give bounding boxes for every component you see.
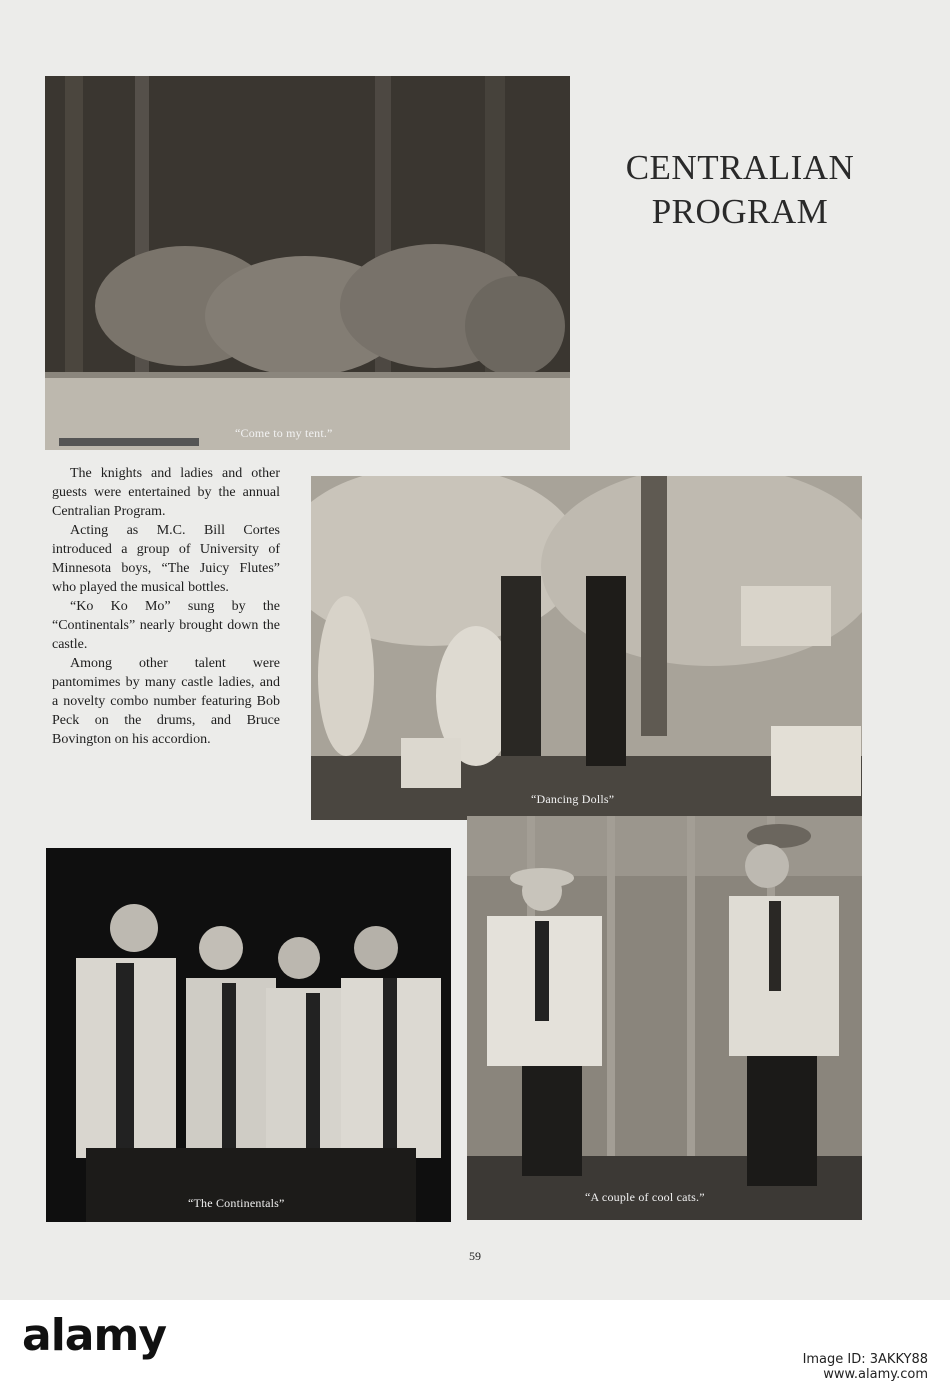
paragraph-4: Among other talent were pantomimes by many castle ladies, and a novelty combo number featuring Bob Peck on the drums, and Bruce Bovington on his accordion.	[52, 656, 280, 747]
photo-dolls-image	[311, 476, 862, 820]
page-title	[590, 146, 890, 234]
image-id: Image ID: 3AKKY88	[802, 1352, 928, 1367]
image-reference	[803, 1352, 928, 1382]
caption-cool-cats: “A couple of cool cats.”	[585, 1190, 705, 1204]
photo-continentals-image	[46, 848, 451, 1222]
photo-cool-cats	[467, 816, 862, 1220]
photo-tent-image	[45, 76, 570, 450]
site-url: www.alamy.com	[823, 1367, 928, 1382]
paragraph-1: The knights and ladies and other guests were entertained by the annual Centralian Program.	[52, 466, 280, 519]
photo-the-continentals	[46, 848, 451, 1222]
photo-cool-cats-image	[467, 816, 862, 1220]
paragraph-2: Acting as M.C. Bill Cortes introduced a group of University of Minnesota boys, “The Juicy Flutes” who played the musical bottles.	[52, 523, 280, 595]
article-text	[52, 464, 280, 749]
caption-come-to-my-tent: “Come to my tent.”	[235, 426, 333, 440]
caption-dancing-dolls: “Dancing Dolls”	[531, 792, 615, 806]
photo-dancing-dolls	[311, 476, 862, 820]
paragraph-3: “Ko Ko Mo” sung by the “Continentals” nearly brought down the castle.	[52, 599, 280, 652]
caption-the-continentals: “The Continentals”	[188, 1196, 285, 1210]
title-line-1: CENTRALIAN	[625, 148, 855, 187]
title-line-2: PROGRAM	[651, 192, 829, 231]
photo-come-to-my-tent	[45, 76, 570, 450]
alamy-logo: alamy	[22, 1310, 166, 1361]
page-number: 59	[469, 1249, 481, 1263]
